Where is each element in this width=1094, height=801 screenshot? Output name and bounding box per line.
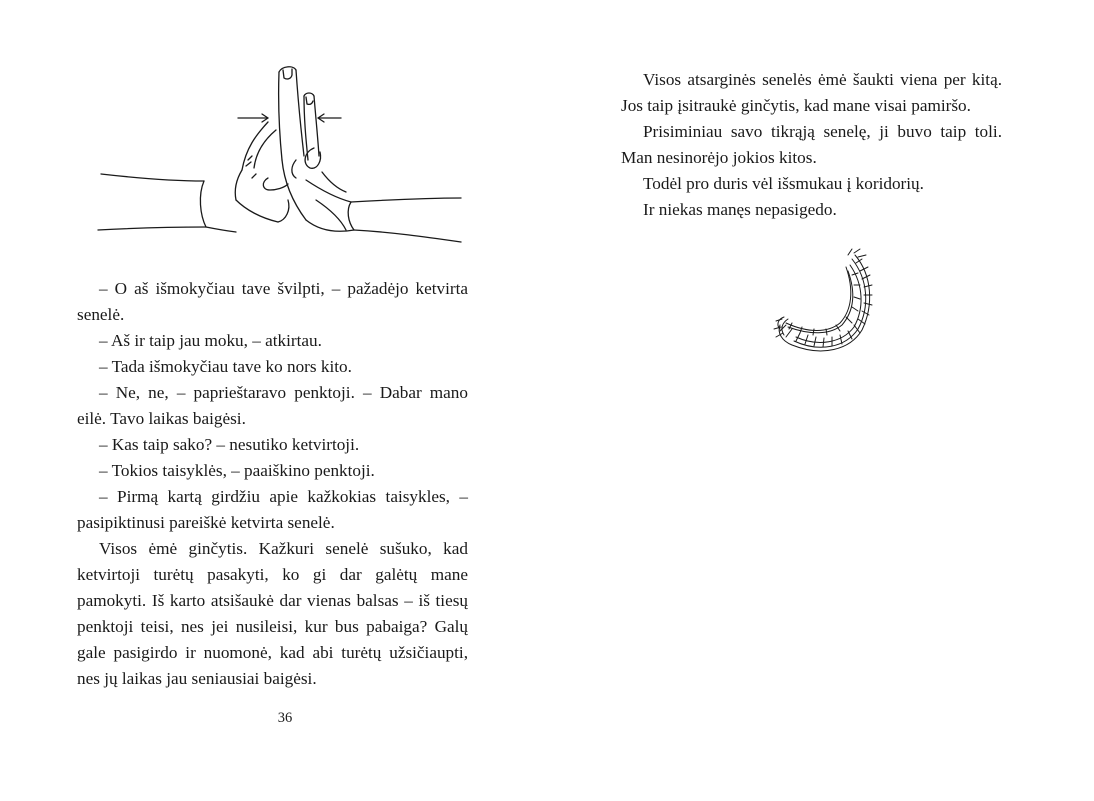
paragraph: Ir niekas manęs nepasigedo. (643, 200, 837, 219)
paragraph: – O aš išmokyčiau tave švilpti, – pažadėjo ketvirta senelė. (77, 279, 468, 324)
crescent-moon-icon (772, 245, 882, 360)
paragraph: Visos atsarginės senelės ėmė šaukti viena per kitą. Jos taip įsitraukė ginčytis, kad mane visai pamiršo. (621, 70, 1002, 115)
paragraph: – Aš ir taip jau moku, – atkirtau. (99, 331, 322, 350)
right-page (547, 0, 1094, 801)
paragraph: – Ne, ne, – paprieštaravo penktoji. – Dabar mano eilė. Tavo laikas baigėsi. (77, 383, 468, 428)
hands-illustration-icon (96, 60, 466, 250)
paragraph: – Tokios taisyklės, – paaiškino penktoji. (99, 461, 375, 480)
page-number: 36 (277, 710, 293, 726)
paragraph: Todėl pro duris vėl išsmukau į koridorių. (643, 174, 924, 193)
paragraph: Prisiminiau savo tikrąją senelę, ji buvo taip toli. Man nesinorėjo jokios kitos. (621, 122, 1002, 167)
paragraph: Visos ėmė ginčytis. Kažkuri senelė sušuko, kad ketvirtoji turėtų pasakyti, ko gi dar galėtų mane pamokyti. Iš karto atsišaukė dar vienas balsas – iš tiesų penktoji teisi, nes jei nusileisi, kur bus pabaiga? Galų gale pasigirdo ir nuomonė, kad abi turėtų užsičiaupti, nes jų laikas jau seniausiai baigėsi. (77, 539, 468, 688)
paragraph: – Tada išmokyčiau tave ko nors kito. (99, 357, 352, 376)
paragraph: – Kas taip sako? – nesutiko ketvirtoji. (99, 435, 360, 454)
right-page-text (621, 67, 1002, 223)
paragraph: – Pirmą kartą girdžiu apie kažkokias taisykles, – pasipiktinusi pareiškė ketvirta senelė. (77, 487, 468, 532)
left-page-text (77, 276, 468, 692)
